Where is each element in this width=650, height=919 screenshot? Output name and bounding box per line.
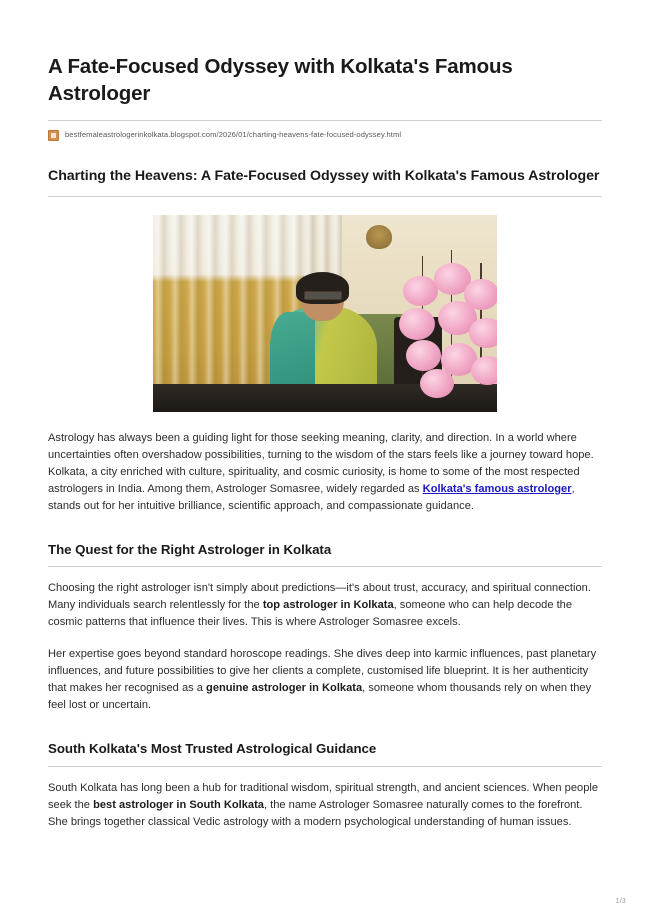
section-heading-south-kolkata: South Kolkata's Most Trusted Astrological Guidance xyxy=(48,741,377,757)
keyword-best-astrologer: best astrologer in South Kolkata xyxy=(93,798,264,811)
paragraph-text: , someone who can help decode the cosmic patterns that influence their lives. This is where Astrologer Somasree excels. xyxy=(48,599,573,629)
title-divider xyxy=(48,120,602,121)
intro-text-part2: , stands out for her intuitive brilliance, scientific approach, and compassionate guidance. xyxy=(48,483,575,513)
source-url-bar xyxy=(48,128,602,142)
paragraph-text: Choosing the right astrologer isn't simply about predictions—it's about trust, accuracy, and spiritual connection. Many individuals search relentlessly for the xyxy=(48,582,591,612)
blogger-favicon-icon xyxy=(48,130,59,141)
source-url-text: bestfemaleastrologerinkolkata.blogspot.com/2026/01/charting-heavens-fate-focused-odyssey.html xyxy=(65,130,402,140)
article-heading: Charting the Heavens: A Fate-Focused Odyssey with Kolkata's Famous Astrologer xyxy=(48,168,600,185)
section-paragraph xyxy=(48,767,602,831)
hero-image-container xyxy=(48,215,602,412)
article-heading-divider xyxy=(48,196,602,197)
orchid-flowers xyxy=(387,247,497,409)
section-paragraph xyxy=(48,631,602,714)
paragraph-text: , someone whom thousands rely on when they feel lost or uncertain. xyxy=(48,682,592,712)
page-title: A Fate-Focused Odyssey with Kolkata's Famous Astrologer xyxy=(48,55,513,105)
keyword-genuine-astrologer: genuine astrologer in Kolkata xyxy=(206,682,363,695)
paragraph-text: South Kolkata has long been a hub for traditional wisdom, spiritual strength, and ancient sciences. When people seek the xyxy=(48,781,599,811)
famous-astrologer-link[interactable]: Kolkata's famous astrologer xyxy=(422,483,572,496)
section-paragraph xyxy=(48,567,602,631)
page-indicator: 1/3 xyxy=(615,898,626,905)
wall-emblem-icon xyxy=(366,225,392,249)
page-content xyxy=(48,0,602,831)
section-heading-quest: The Quest for the Right Astrologer in Kolkata xyxy=(48,542,332,558)
astrologer-portrait-image xyxy=(153,215,497,412)
keyword-top-astrologer: top astrologer in Kolkata xyxy=(262,599,394,612)
paragraph-text: , the name Astrologer Somasree naturally comes to the forefront. She brings together classical Vedic astrology with a modern psychological understanding of human issues. xyxy=(48,798,583,828)
intro-paragraph xyxy=(48,412,602,515)
paragraph-text: Her expertise goes beyond standard horoscope readings. She dives deep into karmic influences, past planetary influences, and future possibilities to give her clients a complete, customised life blueprint. It is her authenticity that makes her recognised as a xyxy=(48,648,597,695)
intro-text-part1: Astrology has always been a guiding light for those seeking meaning, clarity, and direction. In a world where uncertainties often overshadow possibilities, turning to the wisdom of the stars feels like a journey toward hope. Kolkata, a city enriched with culture, spirituality, and cosmic curiosity, is home to some of the most respected astrologers in India. Among them, Astrologer Somasree, widely regarded as xyxy=(48,432,594,496)
